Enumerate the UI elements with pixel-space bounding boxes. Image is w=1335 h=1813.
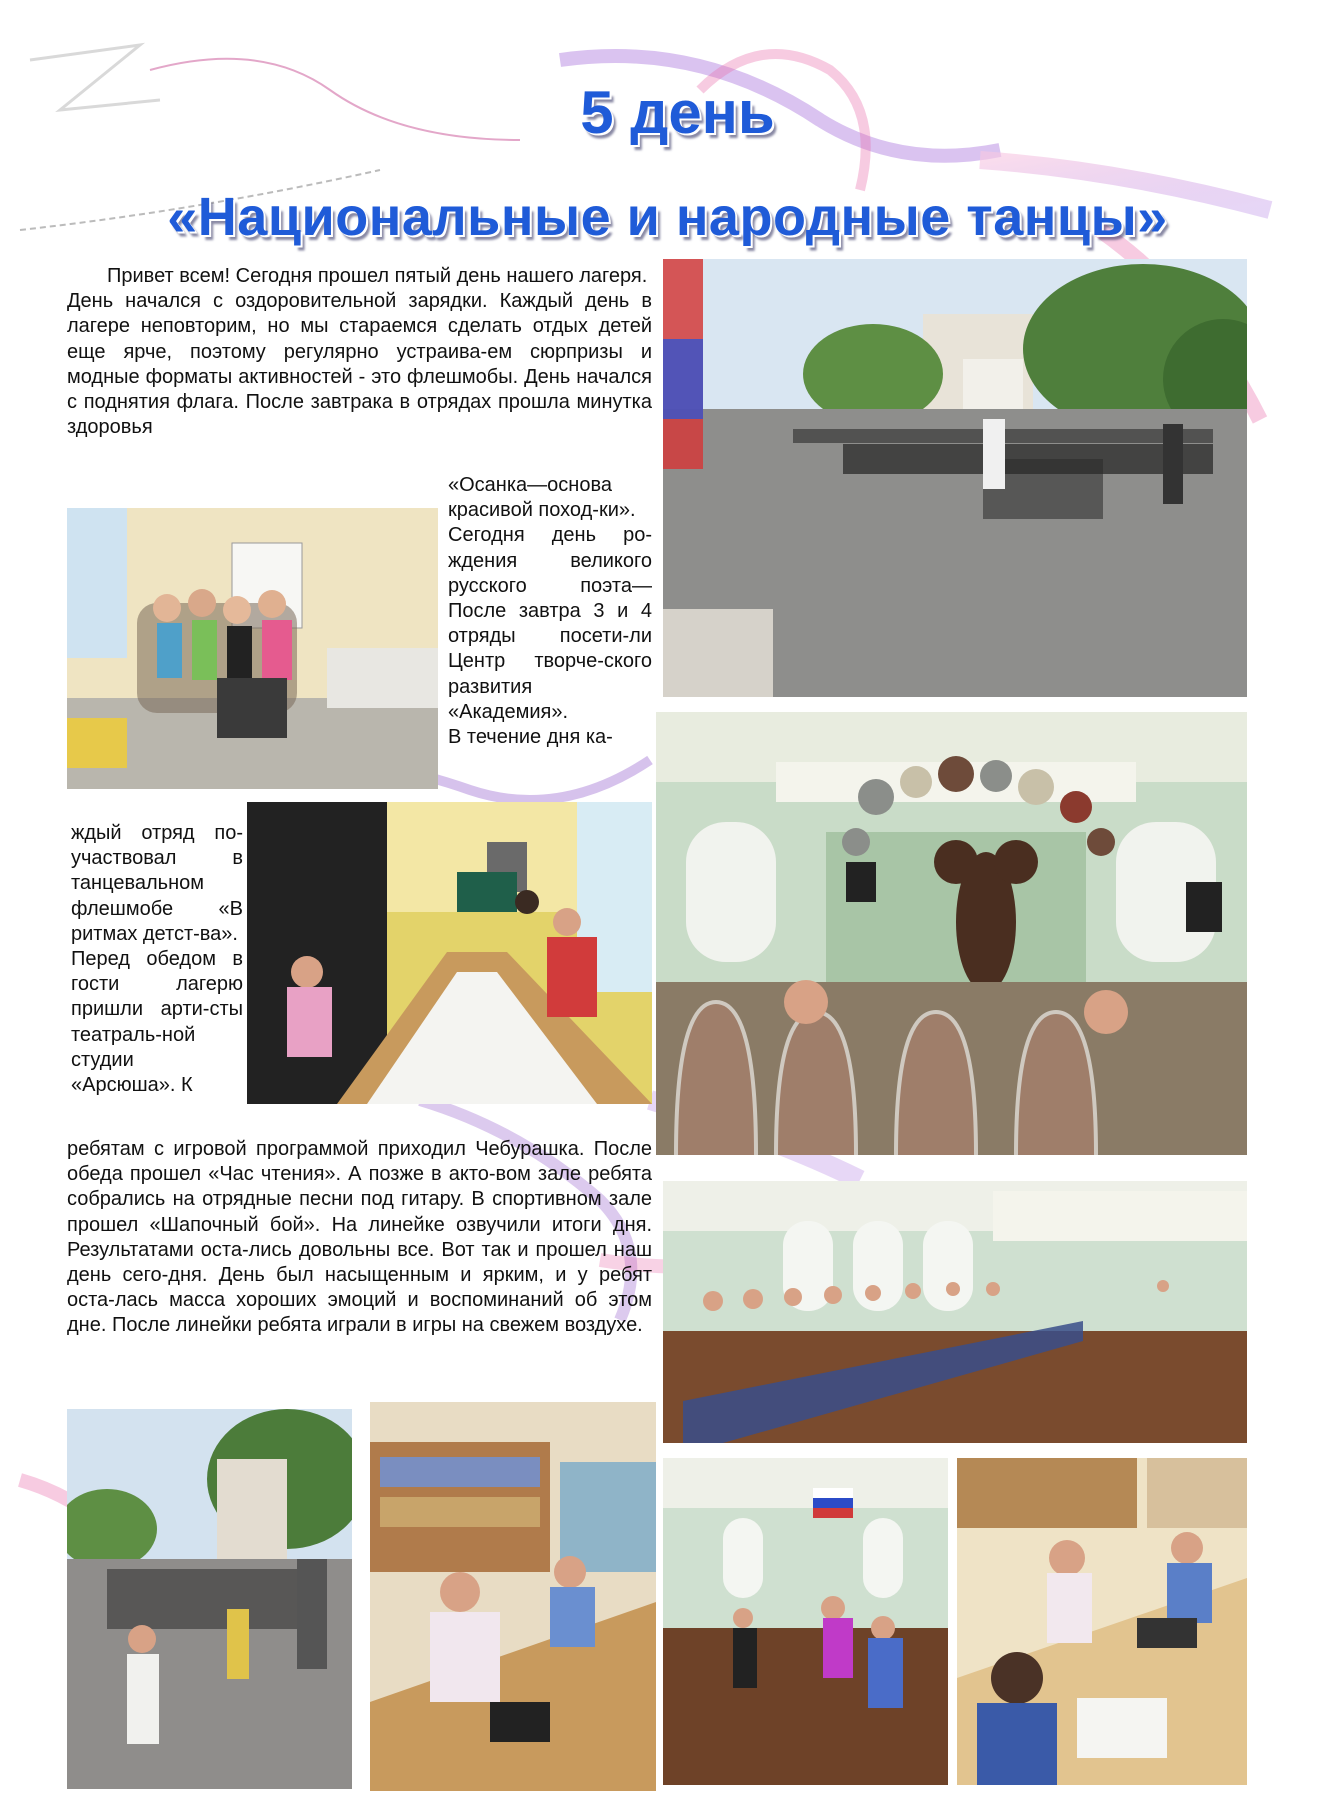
article-intro [67,264,652,440]
reading-class-photo [957,1458,1247,1785]
drawing-class-photo [247,802,652,1104]
article-paragraph-greeting: Привет всем! Сегодня прошел пятый день нашего лагеря. [107,265,648,287]
classroom-group-photo [67,508,438,789]
article-paragraph-closing: ребятам с игровой программой приходил Чебурашка. После обеда прошел «Час чтения». А позже в акто-вом зале ребята собрались на отрядные песни под гитару. В спортивном зале прошел «Шапочный бой». На линейке озвучили итоги дня. Результатами оста-лись довольны все. Вот так и прошел наш день сего-дня. День был насыщенным и ярким, и у ребят оста-лась масса хороших эмоций и воспоминаний об этом дне. После линейки ребята играли в игры на свежем воздухе. [67,1138,652,1337]
outdoor-flashmob-photo [663,259,1247,697]
assembly-hall-photo [656,712,1247,1155]
article-paragraph-posture: «Осанка—основа красивой поход-ки». [448,474,636,522]
article-column-left [71,821,243,1098]
hall-line-photo [663,1181,1247,1443]
article-paragraph-poet: Сегодня день ро-ждения великого русского поэта—После завтра 3 и 4 отряды посети-ли Центр творче-ского развития «Академия». [448,524,652,723]
page-title-theme: «Национальные и народные танцы» [167,187,1168,247]
article-paragraph-morning: День начался с оздоровительной зарядки. Каждый день в лагере неповторим, но мы стараемся сделать отдых детей еще ярче, поэтому регулярно устраива-ем сюрпризы и модные форматы активностей - это флешмобы. День начался с поднятия флага. После завтрака в отрядах прошла минутка здоровья [67,290,652,439]
article-closing [67,1137,652,1339]
outdoor-dance-photo [67,1409,352,1789]
library-reading-photo [370,1402,656,1791]
article-paragraph-flashmob: ждый отряд по-участвовал в танцевальном флешмобе «В ритмах детст-ва». [71,822,243,945]
hall-dance-photo [663,1458,948,1785]
article-paragraph-during-day: В течение дня ка- [448,726,613,749]
article-paragraph-artists: Перед обедом в гости лагерю пришли арти-сты театраль-ной студии «Арсюша». К [71,948,243,1097]
page-title-day: 5 день [580,79,775,146]
article-column-right [448,473,652,750]
